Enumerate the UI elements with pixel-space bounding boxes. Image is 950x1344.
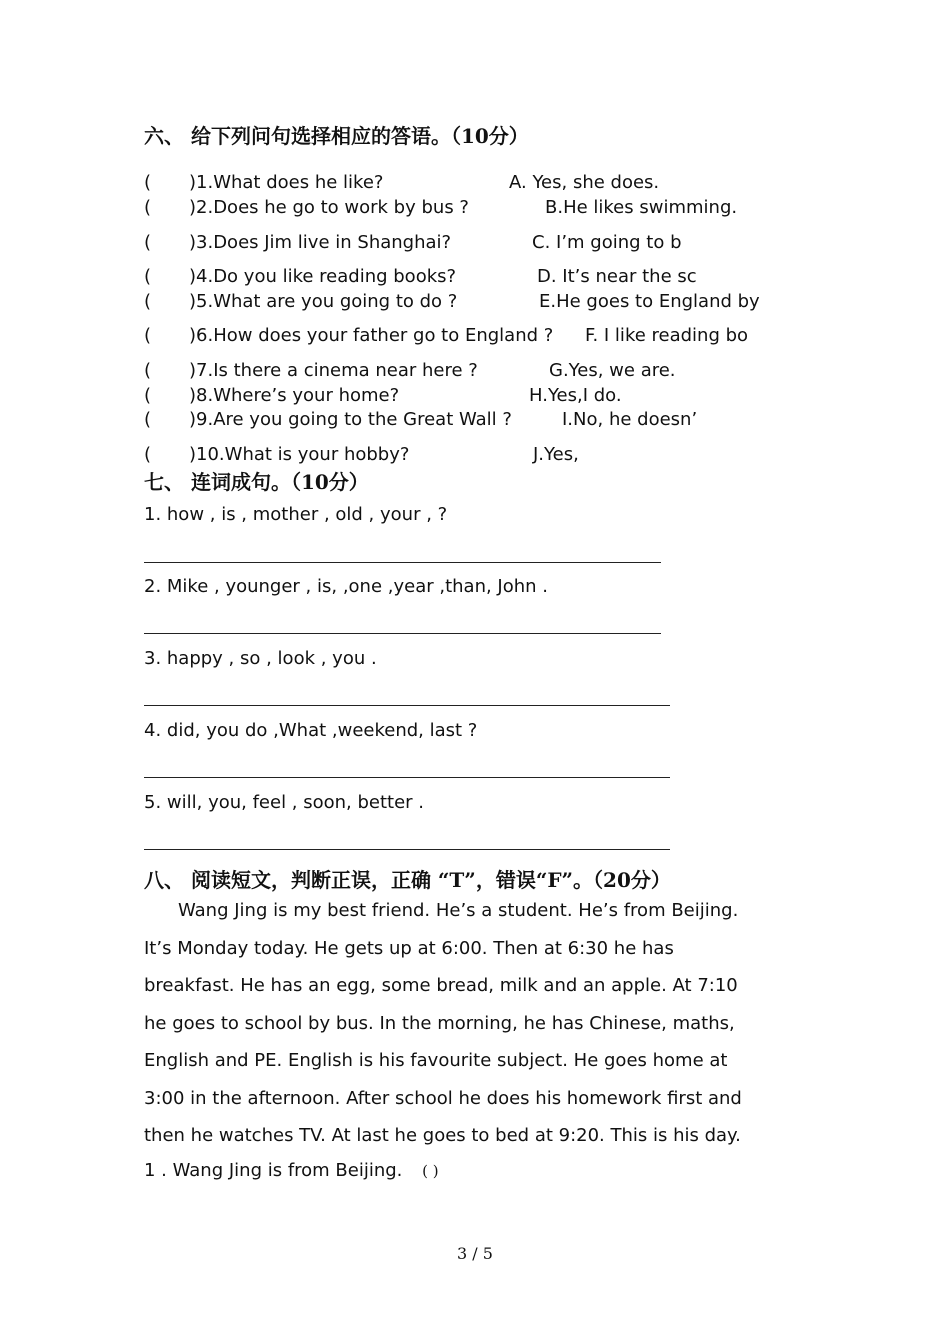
answer-option: H.Yes,I do. xyxy=(529,385,622,406)
answer-blank-paren[interactable]: ( xyxy=(144,232,152,253)
answer-option: J.Yes, xyxy=(533,444,579,465)
answer-option: C. I’m going to b xyxy=(532,232,682,253)
passage-line: breakfast. He has an egg, some bread, milk and an apple. At 7:10 xyxy=(144,975,738,996)
answer-option: E.He goes to England by xyxy=(539,291,760,312)
judge-question xyxy=(144,1160,439,1181)
judge-question-text: 1 . Wang Jing is from Beijing. xyxy=(144,1160,403,1181)
question-text: )6.How does your father go to England ? xyxy=(189,325,554,346)
question-text: )7.Is there a cinema near here ? xyxy=(189,360,478,381)
answer-option: D. It’s near the sc xyxy=(537,266,697,287)
answer-option: B.He likes swimming. xyxy=(545,197,738,218)
answer-blank-paren[interactable]: ( xyxy=(144,291,152,312)
passage-line: English and PE. English is his favourite subject. He goes home at xyxy=(144,1050,728,1071)
section6-title: 六、 给下列问句选择相应的答语。（10分） xyxy=(144,124,529,148)
answer-blank-paren[interactable]: ( xyxy=(144,197,152,218)
question-text: )4.Do you like reading books? xyxy=(189,266,457,287)
answer-line[interactable] xyxy=(144,633,661,634)
reorder-item: 3. happy , so , look , you . xyxy=(144,648,377,669)
reorder-item: 2. Mike , younger , is, ,one ,year ,than, John . xyxy=(144,576,549,597)
answer-option: A. Yes, she does. xyxy=(509,172,660,193)
question-text: )5.What are you going to do ? xyxy=(189,291,458,312)
answer-blank-paren[interactable]: ( xyxy=(144,385,152,406)
answer-line[interactable] xyxy=(144,562,661,563)
reorder-item: 5. will, you, feel , soon, better . xyxy=(144,792,425,813)
reading-passage xyxy=(144,892,794,1155)
passage-line: Wang Jing is my best friend. He’s a student. He’s from Beijing. xyxy=(178,900,739,921)
question-text: )2.Does he go to work by bus ? xyxy=(189,197,469,218)
passage-line: 3:00 in the afternoon. After school he does his homework first and xyxy=(144,1087,742,1109)
question-text: )8.Where’s your home? xyxy=(189,385,400,406)
answer-option: F. I like reading bo xyxy=(585,325,749,346)
question-text: )3.Does Jim live in Shanghai? xyxy=(189,232,452,253)
answer-blank-paren[interactable]: ( xyxy=(144,325,152,346)
section8-title: 八、 阅读短文，判断正误，正确 “T”，错误“F”。（20分） xyxy=(144,868,671,892)
answer-blank-paren[interactable]: ( xyxy=(144,172,152,193)
answer-line[interactable] xyxy=(144,705,670,706)
passage-line: then he watches TV. At last he goes to bed at 9:20. This is his day. xyxy=(144,1125,741,1146)
passage-line: he goes to school by bus. In the morning, he has Chinese, maths, xyxy=(144,1012,735,1034)
passage-line: It’s Monday today. He gets up at 6:00. Then at 6:30 he has xyxy=(144,937,674,959)
judge-answer-blank[interactable]: ( ) xyxy=(422,1162,439,1180)
answer-line[interactable] xyxy=(144,849,670,850)
reorder-item: 1. how , is , mother , old , your , ? xyxy=(144,504,448,525)
question-text: )1.What does he like? xyxy=(189,172,384,193)
answer-option: I.No, he doesn’ xyxy=(562,409,698,430)
question-text: )9.Are you going to the Great Wall ? xyxy=(189,409,512,430)
section7-title: 七、 连词成句。（10分） xyxy=(144,470,369,494)
answer-option: G.Yes, we are. xyxy=(549,360,676,381)
answer-blank-paren[interactable]: ( xyxy=(144,444,152,465)
page-number: 3 / 5 xyxy=(457,1244,493,1263)
answer-blank-paren[interactable]: ( xyxy=(144,266,152,287)
answer-blank-paren[interactable]: ( xyxy=(144,360,152,381)
answer-line[interactable] xyxy=(144,777,670,778)
answer-blank-paren[interactable]: ( xyxy=(144,409,152,430)
question-text: )10.What is your hobby? xyxy=(189,444,410,465)
reorder-item: 4. did, you do ,What ,weekend, last ? xyxy=(144,720,478,741)
